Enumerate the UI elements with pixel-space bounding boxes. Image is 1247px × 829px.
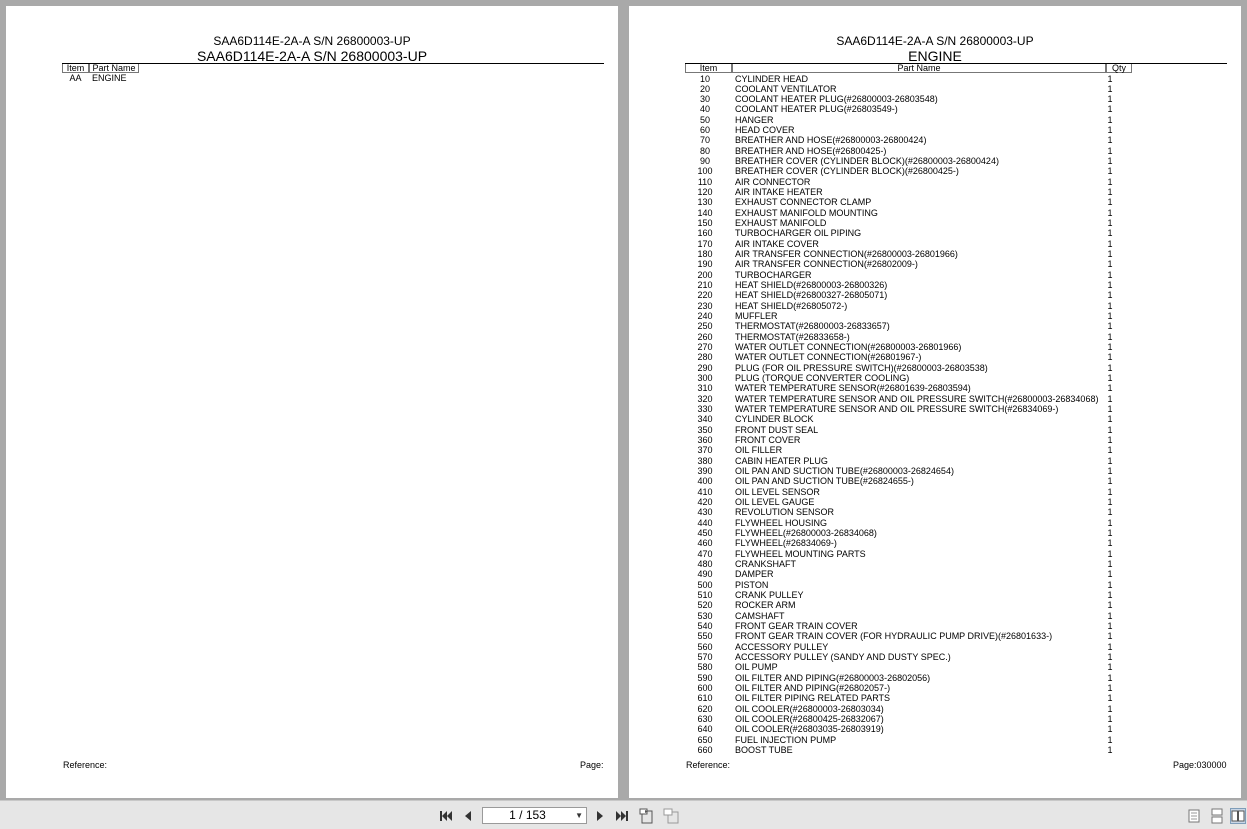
row-part-name: TURBOCHARGER OIL PIPING: [735, 228, 862, 239]
row-qty: 1: [1107, 476, 1113, 487]
row-item: 30: [699, 94, 710, 105]
row-qty: 1: [1107, 404, 1113, 415]
row-qty: 1: [1107, 610, 1113, 621]
row-item: 100: [697, 166, 713, 177]
row-item: 340: [697, 414, 713, 425]
row-item: 60: [699, 125, 710, 136]
row-item: 160: [697, 228, 713, 239]
row-qty: 1: [1107, 373, 1113, 384]
row-item: 210: [697, 280, 713, 291]
row-part-name: FUEL INJECTION PUMP: [735, 734, 837, 745]
row-item: 380: [697, 455, 713, 466]
row-part-name: FLYWHEEL MOUNTING PARTS: [735, 548, 866, 559]
header-part-name: Part Name: [732, 64, 1106, 73]
row-part-name: TURBOCHARGER: [735, 269, 812, 280]
row-part-name: COOLANT HEATER PLUG(#26800003-26803548): [735, 94, 938, 105]
row-qty: 1: [1107, 187, 1113, 198]
row-qty: 1: [1107, 311, 1113, 322]
row-part-name: CRANKSHAFT: [735, 559, 797, 569]
row-qty: 1: [1107, 724, 1113, 735]
row-qty: 1: [1107, 682, 1113, 693]
row-qty: 1: [1107, 228, 1113, 239]
row-qty: 1: [1107, 176, 1113, 187]
row-item: 500: [697, 579, 713, 590]
row-item: 220: [697, 290, 713, 301]
row-part-name: PLUG (FOR OIL PRESSURE SWITCH)(#26800003-26803538): [735, 362, 988, 373]
row-part-name: WATER OUTLET CONNECTION(#26800003-26801966): [735, 342, 962, 353]
row-qty: 1: [1107, 94, 1113, 105]
row-item: 50: [699, 114, 710, 125]
pdf-page-1: [6, 6, 618, 798]
row-qty: 1: [1107, 466, 1113, 477]
row-qty: 1: [1107, 548, 1113, 559]
row-qty: 1: [1107, 135, 1113, 146]
row-part-name: OIL FILLER: [735, 445, 783, 456]
first-page-icon[interactable]: [438, 808, 454, 824]
row-item: 240: [697, 311, 713, 322]
viewer-toolbar: [0, 800, 1247, 829]
row-item: 410: [697, 486, 713, 497]
header-part-name: Part Name: [89, 64, 139, 73]
row-part-name: HANGER: [735, 114, 774, 125]
page-number-label: Page:: [580, 760, 604, 770]
row-item: 40: [699, 104, 710, 115]
row-item: 20: [699, 83, 710, 94]
row-qty: 1: [1107, 83, 1113, 94]
row-qty: 1: [1107, 383, 1113, 394]
row-item: 70: [699, 135, 710, 146]
last-page-icon[interactable]: [614, 808, 630, 824]
row-part-name: CYLINDER HEAD: [735, 73, 809, 84]
row-part-name: OIL LEVEL GAUGE: [735, 497, 815, 508]
page-number-label: Page:030000: [1173, 760, 1227, 770]
page-title-line2: SAA6D114E-2A-A S/N 26800003-UP: [196, 48, 428, 64]
row-qty: 1: [1107, 590, 1113, 600]
pdf-page-2: [629, 6, 1241, 798]
row-qty: 1: [1107, 641, 1113, 652]
row-qty: 1: [1107, 166, 1113, 177]
row-item: 520: [697, 600, 713, 611]
row-item: 310: [697, 383, 713, 394]
row-item: 350: [697, 424, 713, 435]
row-item: 600: [697, 682, 713, 693]
row-item: 290: [697, 362, 713, 373]
row-part-name: MUFFLER: [735, 311, 778, 322]
row-qty: 1: [1107, 662, 1113, 673]
row-item: 450: [697, 528, 713, 539]
row-part-name: COOLANT HEATER PLUG(#26803549-): [735, 104, 898, 115]
row-qty: 1: [1107, 528, 1113, 539]
row-item: 360: [697, 435, 713, 446]
row-qty: 1: [1107, 238, 1113, 249]
fit-icon[interactable]: [663, 808, 679, 824]
row-part-name: OIL PUMP: [735, 662, 778, 673]
row-part-name: BREATHER AND HOSE(#26800003-26800424): [735, 135, 927, 146]
row-part-name: AIR TRANSFER CONNECTION(#26800003-26801966): [735, 249, 958, 260]
rotate-icon[interactable]: [639, 808, 655, 824]
row-qty: 1: [1107, 620, 1113, 631]
row-part-name: BREATHER COVER (CYLINDER BLOCK)(#26800003-26800424): [735, 156, 999, 167]
row-qty: 1: [1107, 486, 1113, 497]
row-part-name: EXHAUST CONNECTOR CLAMP: [735, 197, 872, 208]
row-part-name: FRONT GEAR TRAIN COVER: [735, 620, 858, 631]
row-qty: 1: [1107, 559, 1113, 569]
row-item: 470: [697, 548, 713, 559]
page-indicator: 1 / 153: [509, 808, 546, 822]
row-item: 260: [697, 331, 713, 342]
row-item: 190: [697, 259, 713, 270]
row-item: 510: [697, 590, 713, 600]
row-qty: 1: [1107, 600, 1113, 611]
row-qty: 1: [1107, 538, 1113, 549]
row-qty: 1: [1107, 693, 1113, 704]
single-page-view-icon[interactable]: [1186, 808, 1202, 824]
row-qty: 1: [1107, 414, 1113, 425]
row-qty: 1: [1107, 734, 1113, 745]
row-part-name: OIL FILTER PIPING RELATED PARTS: [735, 693, 891, 704]
row-part-name: COOLANT VENTILATOR: [735, 83, 837, 94]
row-part-name: OIL FILTER AND PIPING(#26800003-26802056): [735, 672, 931, 683]
row-qty: 1: [1107, 393, 1113, 404]
row-item: 300: [697, 373, 713, 384]
row-part-name: CYLINDER BLOCK: [735, 414, 814, 425]
row-qty: 1: [1107, 104, 1113, 115]
row-qty: 1: [1107, 631, 1113, 642]
row-item: 530: [697, 610, 713, 621]
row-item: 630: [697, 713, 713, 724]
continuous-view-icon[interactable]: [1209, 808, 1225, 824]
row-qty: 1: [1107, 445, 1113, 456]
row-item: 560: [697, 641, 713, 652]
row-item: 660: [697, 744, 713, 755]
row-part-name: CRANK PULLEY: [735, 590, 804, 600]
row-qty: 1: [1107, 569, 1113, 580]
row-qty: 1: [1107, 207, 1113, 218]
row-item: 180: [697, 249, 713, 260]
row-part-name: DAMPER: [735, 569, 774, 580]
row-item: 420: [697, 497, 713, 508]
row-qty: 1: [1107, 73, 1113, 84]
row-qty: 1: [1107, 218, 1113, 229]
row-item: 640: [697, 724, 713, 735]
row-part-name: WATER TEMPERATURE SENSOR AND OIL PRESSURE SWITCH(#26800003-26834068): [735, 393, 1099, 404]
row-item: 550: [697, 631, 713, 642]
row-part-name: CABIN HEATER PLUG: [735, 455, 828, 466]
row-qty: 1: [1107, 352, 1113, 363]
row-item: 440: [697, 517, 713, 528]
row-item: 610: [697, 693, 713, 704]
row-part-name: OIL PAN AND SUCTION TUBE(#26824655-): [735, 476, 914, 487]
row-part-name: ROCKER ARM: [735, 600, 796, 611]
row-part-name: BREATHER COVER (CYLINDER BLOCK)(#26800425-): [735, 166, 959, 177]
row-qty: 1: [1107, 703, 1113, 714]
row-qty: 1: [1107, 424, 1113, 435]
row-item: 140: [697, 207, 713, 218]
chevron-down-icon: ▼: [575, 811, 583, 820]
row-part-name: ENGINE: [92, 73, 127, 83]
row-part-name: OIL LEVEL SENSOR: [735, 486, 820, 497]
row-item: 480: [697, 559, 713, 569]
row-item: AA: [69, 73, 82, 83]
row-qty: 1: [1107, 145, 1113, 156]
row-qty: 1: [1107, 342, 1113, 353]
row-qty: 1: [1107, 300, 1113, 311]
row-item: 390: [697, 466, 713, 477]
row-qty: 1: [1107, 259, 1113, 270]
row-item: 590: [697, 672, 713, 683]
row-item: 460: [697, 538, 713, 549]
row-item: 580: [697, 662, 713, 673]
row-item: 330: [697, 404, 713, 415]
page-title-line1: SAA6D114E-2A-A S/N 26800003-UP: [213, 34, 411, 48]
row-part-name: HEAT SHIELD(#26800003-26800326): [735, 280, 888, 291]
row-item: 250: [697, 321, 713, 332]
row-qty: 1: [1107, 290, 1113, 301]
row-part-name: REVOLUTION SENSOR: [735, 507, 835, 518]
row-item: 200: [697, 269, 713, 280]
row-part-name: AIR INTAKE COVER: [735, 238, 819, 249]
table-header: [62, 63, 604, 73]
row-part-name: HEAT SHIELD(#26800327-26805071): [735, 290, 888, 301]
row-item: 280: [697, 352, 713, 363]
row-qty: 1: [1107, 579, 1113, 590]
row-qty: 1: [1107, 280, 1113, 291]
page-title-line2: ENGINE: [908, 48, 962, 64]
row-part-name: PISTON: [735, 579, 769, 590]
row-part-name: OIL PAN AND SUCTION TUBE(#26800003-26824654): [735, 466, 954, 477]
row-part-name: OIL FILTER AND PIPING(#26802057-): [735, 682, 891, 693]
row-item: 620: [697, 703, 713, 714]
row-qty: 1: [1107, 455, 1113, 466]
row-qty: 1: [1107, 321, 1113, 332]
reference-label: Reference:: [686, 760, 731, 770]
row-part-name: OIL COOLER(#26800425-26832067): [735, 713, 884, 724]
row-qty: 1: [1107, 331, 1113, 342]
row-qty: 1: [1107, 269, 1113, 280]
row-item: 570: [697, 651, 713, 662]
row-item: 110: [697, 176, 713, 187]
row-part-name: WATER TEMPERATURE SENSOR AND OIL PRESSURE SWITCH(#26834069-): [735, 404, 1059, 415]
row-item: 320: [697, 393, 713, 404]
row-qty: 1: [1107, 362, 1113, 373]
row-item: 490: [697, 569, 713, 580]
row-part-name: FRONT COVER: [735, 435, 801, 446]
row-qty: 1: [1107, 197, 1113, 208]
page-number-select[interactable]: [482, 807, 587, 824]
row-item: 170: [697, 238, 713, 249]
header-qty: Qty: [1106, 64, 1132, 73]
row-qty: 1: [1107, 672, 1113, 683]
row-item: 370: [697, 445, 713, 456]
row-item: 400: [697, 476, 713, 487]
row-part-name: BREATHER AND HOSE(#26800425-): [735, 145, 887, 156]
row-qty: 1: [1107, 517, 1113, 528]
row-part-name: FLYWHEEL HOUSING: [735, 517, 828, 528]
next-page-icon[interactable]: [592, 808, 608, 824]
two-page-view-icon[interactable]: [1230, 808, 1246, 824]
row-part-name: EXHAUST MANIFOLD: [735, 218, 827, 229]
row-part-name: AIR TRANSFER CONNECTION(#26802009-): [735, 259, 918, 270]
row-item: 120: [697, 187, 713, 198]
row-part-name: FLYWHEEL(#26834069-): [735, 538, 837, 549]
row-part-name: OIL COOLER(#26803035-26803919): [735, 724, 884, 735]
row-qty: 1: [1107, 507, 1113, 518]
header-item: Item: [685, 64, 732, 73]
row-part-name: THERMOSTAT(#26800003-26833657): [735, 321, 890, 332]
header-item: Item: [62, 64, 89, 73]
row-qty: 1: [1107, 497, 1113, 508]
row-part-name: EXHAUST MANIFOLD MOUNTING: [735, 207, 878, 218]
row-part-name: HEAT SHIELD(#26805072-): [735, 300, 848, 311]
row-qty: 1: [1107, 744, 1113, 755]
row-part-name: ACCESSORY PULLEY: [735, 641, 829, 652]
row-part-name: FLYWHEEL(#26800003-26834068): [735, 528, 877, 539]
reference-label: Reference:: [63, 760, 108, 770]
row-item: 270: [697, 342, 713, 353]
row-item: 430: [697, 507, 713, 518]
prev-page-icon[interactable]: [460, 808, 476, 824]
row-part-name: FRONT DUST SEAL: [735, 424, 819, 435]
row-part-name: AIR INTAKE HEATER: [735, 187, 823, 198]
row-item: 10: [699, 73, 710, 84]
row-qty: 1: [1107, 713, 1113, 724]
row-item: 540: [697, 620, 713, 631]
row-part-name: OIL COOLER(#26800003-26803034): [735, 703, 884, 714]
row-item: 650: [697, 734, 713, 745]
row-part-name: THERMOSTAT(#26833658-): [735, 331, 850, 342]
row-qty: 1: [1107, 125, 1113, 136]
row-item: 230: [697, 300, 713, 311]
table-header: [685, 63, 1227, 73]
row-qty: 1: [1107, 435, 1113, 446]
page-title-line1: SAA6D114E-2A-A S/N 26800003-UP: [836, 34, 1034, 48]
row-part-name: BOOST TUBE: [735, 744, 793, 755]
row-item: 80: [699, 145, 710, 156]
row-qty: 1: [1107, 156, 1113, 167]
row-qty: 1: [1107, 249, 1113, 260]
row-item: 130: [697, 197, 713, 208]
row-part-name: FRONT GEAR TRAIN COVER (FOR HYDRAULIC PUMP DRIVE)(#26801633-): [735, 631, 1053, 642]
row-part-name: WATER TEMPERATURE SENSOR(#26801639-26803594): [735, 383, 971, 394]
row-part-name: AIR CONNECTOR: [735, 176, 811, 187]
row-part-name: PLUG (TORQUE CONVERTER COOLING): [735, 373, 910, 384]
row-part-name: CAMSHAFT: [735, 610, 785, 621]
row-part-name: WATER OUTLET CONNECTION(#26801967-): [735, 352, 922, 363]
row-item: 90: [699, 156, 710, 167]
row-qty: 1: [1107, 114, 1113, 125]
row-qty: 1: [1107, 651, 1113, 662]
row-item: 150: [697, 218, 713, 229]
row-part-name: HEAD COVER: [735, 125, 795, 136]
row-part-name: ACCESSORY PULLEY (SANDY AND DUSTY SPEC.): [735, 651, 951, 662]
